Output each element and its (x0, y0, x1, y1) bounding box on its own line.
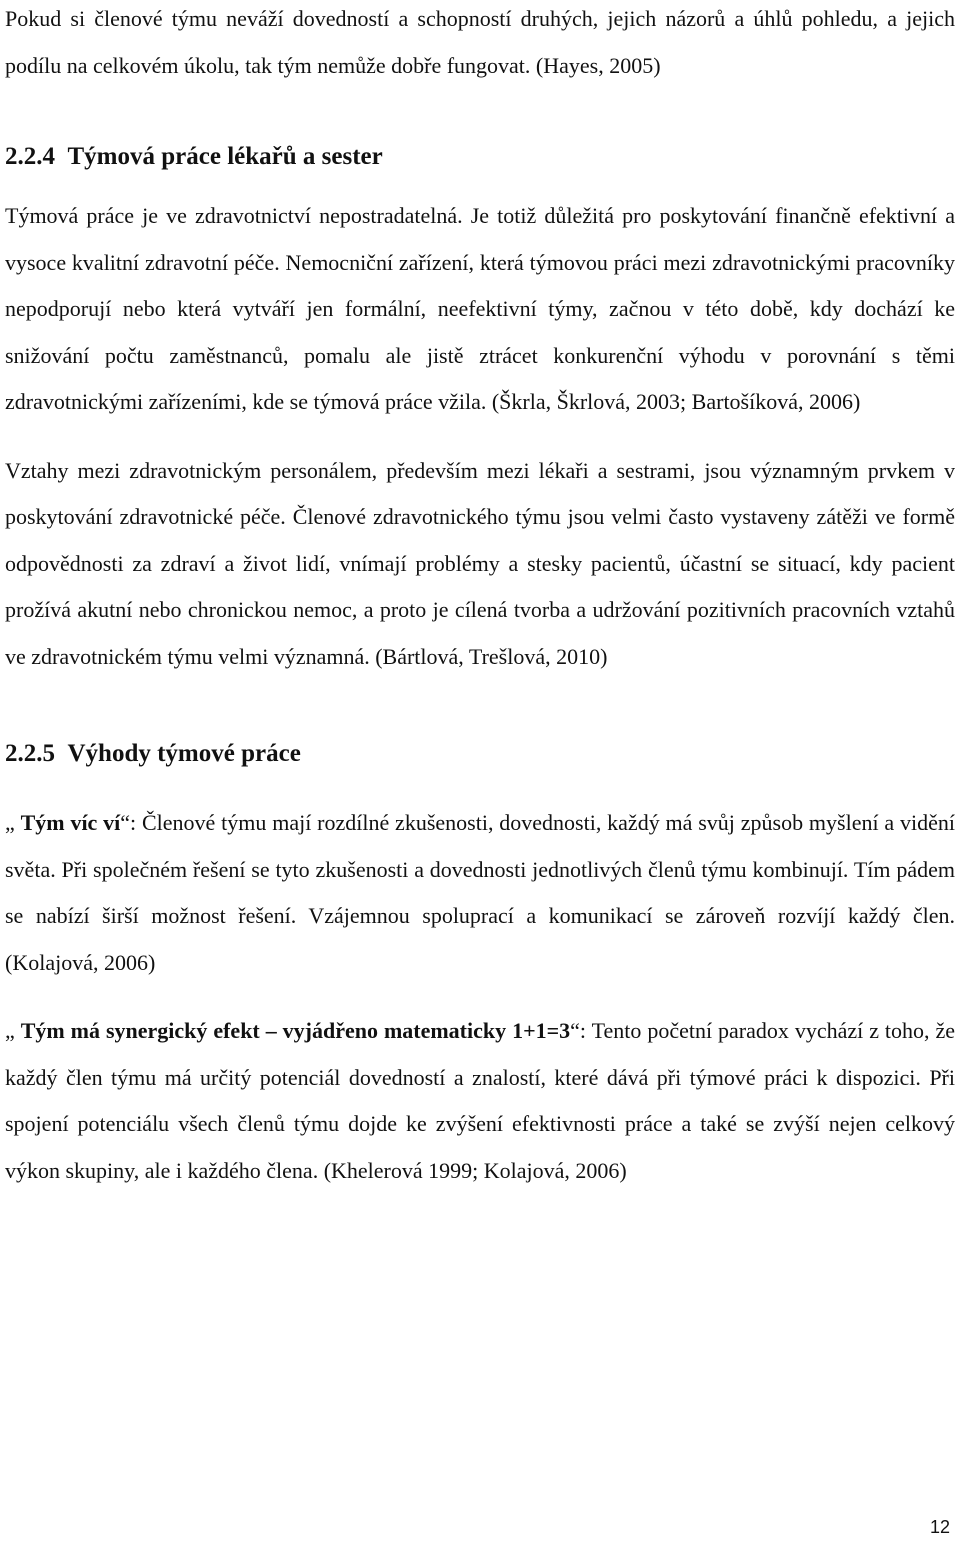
section-number: 2.2.5 (5, 740, 55, 767)
section-title: Týmová práce lékařů a sester (67, 143, 383, 170)
intro-paragraph (5, 0, 955, 89)
paragraph-text: Vztahy mezi zdravotnickým personálem, především mezi lékaři a sestrami, jsou významným prvkem v poskytování zdravotnické péče. Členové zdravotnického týmu jsou velmi často vystaveny zátěži ve formě odpovědnosti za zdraví a život lidí, vnímají problémy a stesky pacientů, účastní se situací, kdy pacient prožívá akutní nebo chronickou nemoc, a proto je cílená tvorba a udržování pozitivních pracovních vztahů ve zdravotnickém týmu velmi významná. (Bártlová, Trešlová, 2010) (5, 457, 955, 669)
paragraph (5, 193, 955, 426)
intro-text: Pokud si členové týmu neváží dovedností a schopností druhých, jejich názorů a úhlů pohledu, a jejich podílu na celkovém úkolu, tak tým nemůže dobře fungovat. (Hayes, 2005) (5, 6, 955, 78)
paragraph-text: Týmová práce je ve zdravotnictví nepostradatelná. Je totiž důležitá pro poskytování finančně efektivní a vysoce kvalitní zdravotní péče. Nemocniční zařízení, která týmovou práci mezi zdravotnickými pracovníky nepodporují nebo která vytváří jen formální, neefektivní týmy, začnou v této době, kdy dochází ke snižování počtu zaměstnanců, pomalu ale jistě ztrácet konkurenční výhodu v porovnání s těmi zdravotnickými zařízeními, kde se týmová práce vžila. (Škrla, Škrlová, 2003; Bartošíková, 2006) (5, 203, 955, 414)
benefit-title: Tým víc ví (20, 810, 121, 835)
benefit-text: : Členové týmu mají rozdílné zkušenosti, dovednosti, každý má svůj způsob myšlení a vidění světa. Při společném řešení se tyto zkušenosti a dovednosti jednotlivých členů týmu kombinují. Tím pádem se nabízí širší možnost řešení. Vzájemnou spoluprací a komunikací se zároveň rozvíjí každý člen. (Kolajová, 2006) (5, 810, 955, 975)
paragraph (5, 448, 955, 681)
quote-close: “ (570, 1018, 580, 1043)
quote-close: “ (120, 810, 131, 835)
document-page (5, 0, 955, 1194)
quote-open: „ (5, 1018, 15, 1043)
section-heading-2-2-5 (5, 734, 955, 774)
benefit-title: Tým má synergický efekt – vyjádřeno matematicky 1+1=3 (20, 1018, 571, 1043)
benefit-text: : Tento početní paradox vychází z toho, že každý člen týmu má určitý potenciál dovedností a znalostí, které dává při týmové práci k dispozici. Při spojení potenciálu všech členů týmu dojde ke zvýšení efektivnosti práce a také se zvýší nejen celkový výkon skupiny, ale i každého člena. (Khelerová 1999; Kolajová, 2006) (5, 1018, 956, 1183)
quote-open: „ (5, 810, 15, 835)
section-number: 2.2.4 (5, 143, 55, 170)
page-number: 12 (929, 1517, 950, 1537)
section-title: Výhody týmové práce (67, 740, 301, 767)
benefit-item (5, 800, 955, 986)
benefit-item (5, 1008, 955, 1194)
section-heading-2-2-4 (5, 137, 955, 177)
